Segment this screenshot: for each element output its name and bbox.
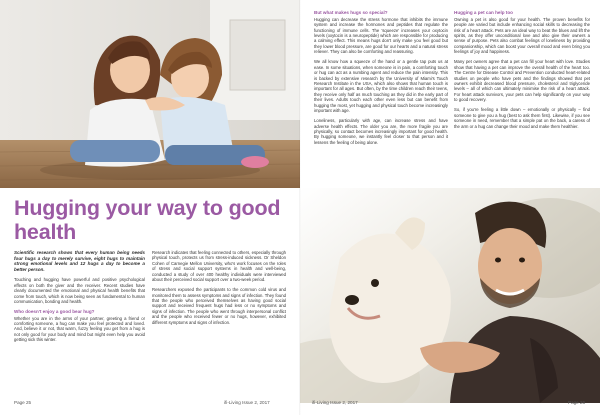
- subheading: But what makes hugs so special?: [314, 10, 388, 15]
- right-column-1: [314, 10, 448, 150]
- body-paragraph: Touching and hugging have powerful and positive psychological effects on both the giver and the receiver. Recent studies have clearly documented the emotional and physical health benefits that come from touch, which is now being seen as fundamental to human communication, bonding and health.: [14, 277, 145, 305]
- body-paragraph: Whether you are in the arms of your partner, greeting a friend or comforting someone, a hug can make you feel protected and loved. And, believe it or not, that warm, fuzzy feeling you get from a hug is not only good for your body and mind but might even help you avoid getting sick this winter.: [14, 315, 145, 343]
- intro-paragraph: Scientific research shows that every human being needs four hugs a day to merely survive, eight hugs to maintain strong emotional levels and 12 hugs a day to become a better person.: [14, 250, 145, 273]
- photo-man-with-dog: [300, 188, 600, 403]
- page-number-left: Page 25: [14, 400, 32, 405]
- body-paragraph: Researchers exposed the participants to the common cold virus and monitored them to assess symptoms and signs of infection. They found that the people who perceived themselves as having good social support and received frequent hugs had less or no symptoms and signs of infection. The people who went through interpersonal conflict and the people who received fewer or no hugs, however, exhibited different symptoms and signs of infection.: [152, 287, 286, 325]
- body-paragraph: Research indicates that feeling connected to others, especially through physical touch, protects us from stress-induced sickness. Dr Sheldon Cohen of Carnegie Mellon University, who's work focuses on the roles of stress and social support systems in health and well-being, conducted a study of over 400 healthy individuals were interviewed about their perceived social support over a two-week period.: [152, 250, 286, 283]
- body-paragraph: We all know how a squeeze of the hand or a gentle tap puts us at ease. In some situations, when someone is in pain, a comforting touch or hug can act as a numbing agent and reduce the pain intensity. This is backed by extensive research by the University of Miami's Touch Research Institute in the USA, which also shows that human touch is important for all ages. But often, by the time children reach their teens, they receive only half as much touching as they did in the early part of their lives. Adults touch each other even less but can benefit from hugging the most, yet hugging and physical touch become increasingly important with age.: [314, 59, 448, 114]
- body-paragraph: Many pet owners agree that a pet can fill your heart with love. Studies show that having a pet can improve the overall health of the heart too. The Centre for Disease Control and Prevention conducted heart-related studies on people who have pets and the findings showed that pet owners exhibit decreased blood pressure, cholesterol and triglyceride levels – all of which can ultimately minimise the risk of a heart attack. For heart attack survivors, your pets can help significantly on your way to good recovery.: [454, 59, 590, 103]
- right-column-2: [454, 10, 590, 133]
- left-column-1: [14, 250, 145, 347]
- article-headline: Hugging your way to good health: [14, 196, 281, 244]
- magazine-issue-left: ifi-Living Issue 2, 2017: [224, 400, 270, 405]
- right-page: [300, 0, 600, 415]
- photo-children-hugging: [0, 0, 300, 188]
- body-paragraph: Loneliness, particularly with age, can increase stress and have adverse health effects. The older you are, the more fragile you are physically, so contact becomes increasingly important for good health. By hugging someone, we instantly feel closer to that person and it lessens the feeling of being alone.: [314, 118, 448, 145]
- subheading: Hugging a pet can help too: [454, 10, 513, 15]
- page-number-right: Page 26: [568, 400, 586, 405]
- body-paragraph: So, if you're feeling a little down – emotionally or physically – find someone to give you a hug (best to ask them first). Likewise, if you see someone in need, remember that a simple pat on the back, a caress of the arm or a hug can change their mood and make them healthier.: [454, 107, 590, 129]
- body-paragraph: Owning a pet is also good for your health. The proven benefits for people are varied but include enhancing social skills to decreasing the risk of a heart attack. Pets are an ideal way to beat the blues and lift the spirits, as they offer unconditional love and also give their owners a sense of purpose. Pets also combat feelings of loneliness by providing companionship, which can boost your overall mood and even bring you feelings of joy and happiness.: [454, 16, 590, 55]
- magazine-issue-right: ifi-Living Issue 2, 2017: [312, 400, 358, 405]
- left-column-2: [152, 250, 286, 330]
- body-paragraph: Hugging can decrease the stress hormone that inhibits the immune system and increase the hormones and peptides that regulate the functioning of immune cells. The 'squeeze' increases your oxytocin levels (oxytocin is a neuropeptide) which are responsible for producing a calming effect. This means hugs don't only make you feel good but they lower blood pressure, are good for our hearts and a natural stress reliever. They can also be comforting and reassuring.: [314, 16, 448, 55]
- subheading: Who doesn't enjoy a good bear hug?: [14, 308, 95, 314]
- spread-gutter: [299, 0, 301, 415]
